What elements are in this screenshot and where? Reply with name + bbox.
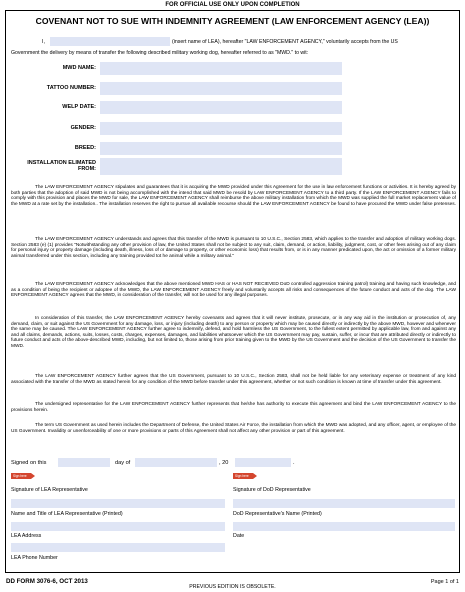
- paragraph-covenant-text: In consideration of this transfer, the LAW ENFORCEMENT AGENCY hereby covenants and agrees that it will never institute, prosecute, or in any way aid in the institution or prosecution of, any demand, claim, or suit against the US Government for any damage, loss, or injury (including death) to any person or property which may be caused directly or indirectly by the above MWD, however and whenever the same may be caused. The LAW ENFORCEMENT AGENCY further agree to indemnify, defend, and hold harmless the US Government, to the fullest extent permitted by applicable law, from and against any and all claims, demands, actions, suits, losses, costs, charges, expenses, damages, and liabilities whatsoever which the US Government may pay, sustain, suffer, or incur that are attributed directly or indirectly to future conduct and acts of the above-described MWD, including, but not limited to, those arising from prior training given to the MWD by the US Government and the decision of the US Government to transfer the MWD.: [11, 316, 456, 349]
- lea-address-input[interactable]: [11, 522, 225, 531]
- paragraph-training: [11, 282, 456, 299]
- date-input[interactable]: [233, 522, 455, 531]
- lea-signature-label: Signature of LEA Representative: [11, 487, 88, 493]
- paragraph-authority-text: The undersigned representative for the LAW ENFORCEMENT AGENCY further represents that he/she has authority to execute this agreement and bind the LAW ENFORCEMENT AGENCY to the provisions herein.: [11, 402, 456, 413]
- previous-edition-note: PREVIOUS EDITION IS OBSOLETE.: [189, 584, 276, 590]
- signed-day-input[interactable]: [58, 458, 110, 467]
- paragraph-liability: [11, 237, 456, 259]
- dod-name-label: DoD Representative's Name (Printed): [233, 511, 322, 517]
- installation-input[interactable]: [100, 158, 342, 175]
- page-number: Page 1 of 1: [430, 579, 459, 585]
- whelp-date-input[interactable]: [100, 101, 342, 114]
- fouo-banner: FOR OFFICIAL USE ONLY UPON COMPLETION: [165, 2, 300, 8]
- paragraph-definitions: [11, 423, 456, 434]
- date-label: Date: [233, 533, 245, 539]
- paragraph-authority: [11, 402, 456, 413]
- year-prefix-label: , 20: [219, 460, 229, 466]
- mwd-name-input[interactable]: [100, 62, 342, 75]
- gender-label: GENDER:: [70, 125, 96, 131]
- intro-text: (insert name of LEA), hereafter "LAW ENFORCEMENT AGENCY," voluntarily accepts from the US: [172, 39, 398, 45]
- form-number: DD FORM 3076-6, OCT 2013: [6, 578, 88, 585]
- paragraph-definitions-text: The term US Government as used herein includes the Department of Defense, the United States Air Force, the installation from which the MWD was adopted, and any officer, agent, or employee of the US Government. Invalidity or unenforceability of one or more provisions or parts of this Agreement shall not affect any other provision or part of this agreement.: [11, 423, 456, 434]
- paragraph-intended-use-text: The LAW ENFORCEMENT AGENCY stipulates and guarantees that it is acquiring the MWD provided under this Agreement for the use in law enforcement functions or activities. It is hereby agreed by both parties that the adoption of said MWD is not being accomplished with the intend that said MWD be resold by LAW ENFORCEMENT AGENCY to a third party. If the LAW ENFORCEMENT AGENCY fails to comply with this provision and places the MWD for sale, the LAW ENFORCEMENT AGENCY shall reimburse the above military installation from which the MWD was supplied the full market replacement value of the MWD at a rate set by the installation.. The installation reserves the right to pursue all available recourse should the LAW ENFORCEMENT AGENCY be found to have procured the MWD under false pretenses.: [11, 185, 456, 207]
- lea-address-label: LEA Address: [11, 533, 42, 539]
- paragraph-covenant: [11, 316, 456, 349]
- sign-here-tag-dod: Sign here: [233, 473, 253, 479]
- installation-label-1: INSTALLATION ELIMATED: [27, 160, 96, 166]
- lea-name-title-input[interactable]: [11, 499, 225, 508]
- paragraph-intended-use: [11, 185, 456, 207]
- signed-year-input[interactable]: [235, 458, 291, 467]
- signed-period: .: [293, 460, 295, 466]
- paragraph-veterinary-text: The LAW ENFORCEMENT AGENCY further agrees that the US Government, pursuant to 10 U.S.C., Section 2583, shall not be held liable for any veterinary expense or treatment of any kind associated with the transfer of the MWD as stated herein for any condition of the MWD before transfer under this agreement, whether or not such condition is known at time of transfer under this agreement.: [11, 374, 456, 385]
- mwd-name-label: MWD NAME:: [62, 65, 96, 71]
- lea-phone-label: LEA Phone Number: [11, 555, 58, 561]
- paragraph-liability-text: The LAW ENFORCEMENT AGENCY understands and agrees that this transfer of the MWD is pursuant to 10 U.S.C., Section 2583, which applies to the transfer and adoption of military working dogs. Section 2583 (e) (1) provides "Notwithstanding any other provision of law, the United States shall not be subject to any suit, claim, demand, or action, liability, judgment, cost, or other fees arising out of any claim for personal injury or property damage (including death, illness, loss of or damage to property, or other economic loss) that results from, or is in any manner predicated upon, the act or omission of a former military animal transferred under this section, including any training provided tot he animal while a military animal.": [11, 237, 456, 259]
- whelp-date-label: WELP DATE:: [62, 104, 96, 110]
- paragraph-training-text: The LAW ENFORCEMENT AGENCY acknowledges that the above mentioned MWD HAS or HAS NOT RECIEVED DoD controlled aggression training patrol) training and having such knowledge, and as a condition of being the recipient or adoptee of the MWD, the LAW ENFORCEMENT AGENCY freely and voluntarily accepts all risks and consequences of the future conduct and acts of the dog. The LAW ENFORCEMENT AGENCY agrees that the MWD, in consideration of the transfer, will not be used for any illegal purposes.: [11, 282, 456, 299]
- breed-input[interactable]: [100, 142, 342, 155]
- form-title: COVENANT NOT TO SUE WITH INDEMNITY AGREEMENT (LAW ENFORCEMENT AGENCY (LEA)): [35, 16, 430, 26]
- gender-input[interactable]: [100, 122, 342, 135]
- sign-here-tag-lea: Sign here: [11, 473, 31, 479]
- dod-name-input[interactable]: [233, 499, 455, 508]
- lea-name-title-label: Name and Title of LEA Representative (Printed): [11, 511, 123, 517]
- signed-on-label: Signed on this: [11, 460, 47, 466]
- intro-prefix: I,: [42, 39, 45, 45]
- day-of-label: day of: [115, 460, 131, 466]
- intro-line2: Government the delivery by means of transfer the following described military working dog, hereafter referred to as "MWD." to wit:: [11, 50, 309, 56]
- lea-name-input[interactable]: [50, 37, 170, 46]
- paragraph-veterinary: [11, 374, 456, 385]
- breed-label: BREED:: [74, 145, 96, 151]
- dod-signature-label: Signature of DoD Representative: [233, 487, 311, 493]
- installation-label-2: FROM:: [77, 166, 96, 172]
- lea-phone-input[interactable]: [11, 543, 225, 552]
- tattoo-number-input[interactable]: [100, 82, 342, 95]
- tattoo-number-label: TATTOO NUMBER:: [46, 85, 96, 91]
- signed-month-input[interactable]: [135, 458, 217, 467]
